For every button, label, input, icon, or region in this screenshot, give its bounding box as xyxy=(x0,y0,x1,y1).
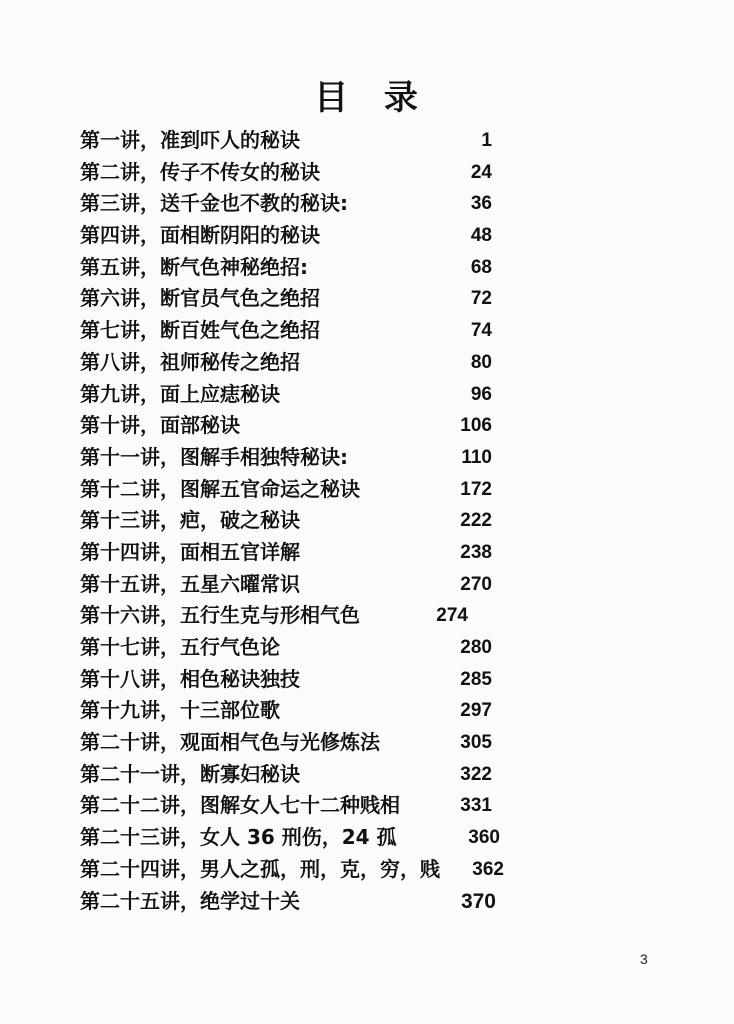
toc-entry xyxy=(80,790,520,822)
toc-entry xyxy=(80,188,520,220)
toc-entry xyxy=(80,695,520,727)
toc-entry-label: 第二讲，传子不传女的秘诀 xyxy=(80,159,320,184)
toc-entry-page: 80 xyxy=(470,351,492,373)
toc-entry xyxy=(80,569,520,601)
toc-entry-page: 96 xyxy=(470,383,492,405)
toc-entry-label: 第十六讲，五行生克与形相气色 xyxy=(80,603,360,628)
toc-title: 目 录 xyxy=(314,78,430,118)
toc-entry-label: 第二十一讲，断寡妇秘诀 xyxy=(80,761,300,786)
toc-entry-label: 第九讲，面上应痣秘诀 xyxy=(80,381,280,406)
toc-entry-page: 48 xyxy=(470,225,492,247)
toc-entry xyxy=(80,600,520,632)
toc-entry-label: 第二十讲，观面相气色与光修炼法 xyxy=(80,730,380,755)
toc-entry-page: 72 xyxy=(470,288,492,310)
toc-entry-page: 24 xyxy=(470,161,492,183)
toc-entry-label: 第十一讲，图解手相独特秘诀: xyxy=(80,444,348,469)
toc-entry-page: 238 xyxy=(460,541,492,563)
toc-entry-label: 第十七讲，五行气色论 xyxy=(80,635,280,659)
toc-entry-label: 第三讲，送千金也不教的秘诀: xyxy=(80,191,348,216)
toc-entry xyxy=(80,157,520,189)
toc-entry-label: 第十三讲，疤，破之秘诀 xyxy=(80,508,300,533)
toc-entry xyxy=(80,727,520,759)
toc-entry xyxy=(80,283,520,315)
toc-entry xyxy=(80,252,520,284)
page-number: 3 xyxy=(640,951,648,967)
toc-entry-page: 270 xyxy=(460,573,492,595)
toc-entry-label: 第一讲，准到吓人的秘诀 xyxy=(80,128,300,152)
toc-entry-page: 280 xyxy=(460,637,492,658)
toc-entry-page: 68 xyxy=(470,256,492,278)
toc-entry-label: 第八讲，祖师秘传之绝招 xyxy=(80,349,300,374)
toc-entry-label: 第十九讲，十三部位歌 xyxy=(80,698,280,723)
toc-entry-label: 第十五讲，五星六曜常识 xyxy=(80,571,300,596)
toc-entry-label: 第二十二讲，图解女人七十二种贱相 xyxy=(80,793,400,818)
toc-entry xyxy=(80,410,520,442)
toc-entry-label: 第十讲，面部秘诀 xyxy=(80,413,240,438)
toc-entry xyxy=(80,474,520,506)
toc-entry-label: 第二十三讲，女人 36 刑伤，24 孤 xyxy=(80,825,397,850)
toc-entry-page: 305 xyxy=(460,732,492,754)
toc-entry xyxy=(80,886,520,918)
toc-entry-page: 74 xyxy=(470,320,492,342)
toc-entry-label: 第五讲，断气色神秘绝招: xyxy=(80,254,308,279)
toc-entry xyxy=(80,125,520,157)
toc-entry-page: 285 xyxy=(460,668,492,690)
toc-entry-page: 106 xyxy=(460,415,492,437)
toc-list xyxy=(80,125,520,917)
toc-entry xyxy=(80,537,520,569)
toc-entry-label: 第十二讲，图解五官命运之秘诀 xyxy=(80,476,360,501)
toc-entry xyxy=(80,664,520,696)
toc-entry-label: 第七讲，断百姓气色之绝招 xyxy=(80,318,320,343)
toc-entry-label: 第二十四讲，男人之孤，刑，克，穷，贱 xyxy=(80,856,440,881)
toc-entry xyxy=(80,347,520,379)
toc-entry-page: 110 xyxy=(461,446,492,468)
toc-entry xyxy=(80,822,520,854)
toc-entry-page: 1 xyxy=(481,130,492,151)
toc-entry-label: 第十八讲，相色秘诀独技 xyxy=(80,666,300,691)
toc-entry-label: 第二十五讲，绝学过十关 xyxy=(80,888,300,913)
toc-entry xyxy=(80,220,520,252)
toc-entry-page: 362 xyxy=(472,858,504,880)
toc-entry-label: 第十四讲，面相五官详解 xyxy=(80,539,300,564)
toc-entry-page: 36 xyxy=(470,193,492,215)
toc-entry xyxy=(80,505,520,537)
toc-entry xyxy=(80,315,520,347)
toc-entry xyxy=(80,632,520,664)
toc-entry-label: 第六讲，断官员气色之绝招 xyxy=(80,286,320,311)
toc-entry-page: 370 xyxy=(460,889,496,913)
toc-entry-label: 第四讲，面相断阴阳的秘诀 xyxy=(80,223,320,248)
toc-entry-page: 331 xyxy=(460,795,492,817)
toc-entry-page: 297 xyxy=(460,700,492,722)
toc-entry-page: 222 xyxy=(460,510,492,532)
toc-entry-page: 360 xyxy=(468,827,500,849)
toc-entry xyxy=(80,442,520,474)
toc-entry xyxy=(80,854,520,886)
toc-entry-page: 322 xyxy=(460,763,492,785)
toc-entry xyxy=(80,759,520,791)
toc-entry-page: 172 xyxy=(460,478,492,500)
toc-entry-page: 274 xyxy=(436,605,468,627)
toc-entry xyxy=(80,379,520,411)
